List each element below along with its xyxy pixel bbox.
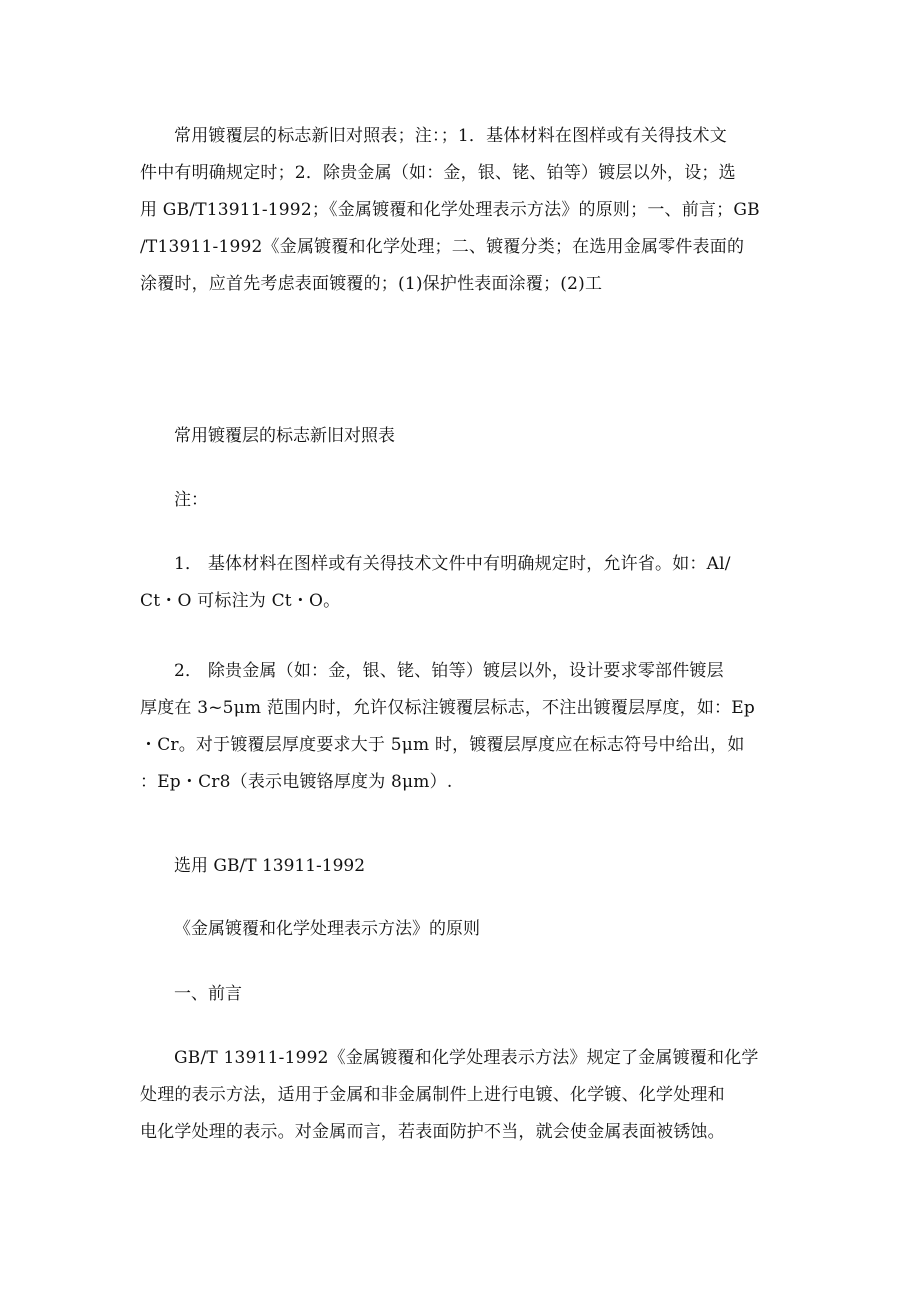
principle-heading: 《金属镀覆和化学处理表示方法》的原则 xyxy=(174,919,480,939)
summary-line: 常用镀覆层的标志新旧对照表；注：；1．基体材料在图样或有关得技术文 xyxy=(174,126,727,146)
summary-line: 用 GB/T13911-1992；《金属镀覆和化学处理表示方法》的原则；一、前言；GB xyxy=(140,200,760,220)
note-2-line: ・Cr。对于镀覆层厚度要求大于 5μm 时，镀覆层厚度应在标志符号中给出，如 xyxy=(140,735,745,755)
note-1-line: Ct・O 可标注为 Ct・O。 xyxy=(140,591,341,611)
note-2-line: 厚度在 3~5μm 范围内时，允许仅标注镀覆层标志，不注出镀覆层厚度，如：Ep xyxy=(140,698,755,718)
intro-line: 电化学处理的表示。对金属而言，若表面防护不当，就会使金属表面被锈蚀。 xyxy=(140,1122,725,1142)
intro-line: 处理的表示方法，适用于金属和非金属制件上进行电镀、化学镀、化学处理和 xyxy=(140,1085,725,1105)
intro-paragraph xyxy=(140,1040,785,1151)
note-2-paragraph xyxy=(140,653,785,801)
intro-line: GB/T 13911-1992《金属镀覆和化学处理表示方法》规定了金属镀覆和化学 xyxy=(174,1048,759,1068)
note-2-line: 2． 除贵金属（如：金，银、铑、铂等）镀层以外，设计要求零部件镀层 xyxy=(174,661,724,681)
table-title: 常用镀覆层的标志新旧对照表 xyxy=(174,426,395,446)
summary-line: 涂覆时，应首先考虑表面镀覆的；(1)保护性表面涂覆；(2)工 xyxy=(140,274,603,294)
note-label: 注： xyxy=(174,490,208,510)
standard-reference: 选用 GB/T 13911-1992 xyxy=(174,856,366,876)
summary-line: /T13911-1992《金属镀覆和化学处理；二、镀覆分类；在选用金属零件表面的 xyxy=(140,237,745,257)
note-2-line: ：Ep・Cr8（表示电镀铬厚度为 8μm）. xyxy=(140,772,453,792)
note-1-line: 1． 基体材料在图样或有关得技术文件中有明确规定时，允许省。如：Al/ xyxy=(174,554,731,574)
summary-line: 件中有明确规定时；2．除贵金属（如：金，银、铑、铂等）镀层以外，设；选 xyxy=(140,163,736,183)
note-1-paragraph xyxy=(140,546,785,620)
summary-paragraph xyxy=(140,118,785,303)
section-1-heading: 一、前言 xyxy=(174,984,242,1004)
